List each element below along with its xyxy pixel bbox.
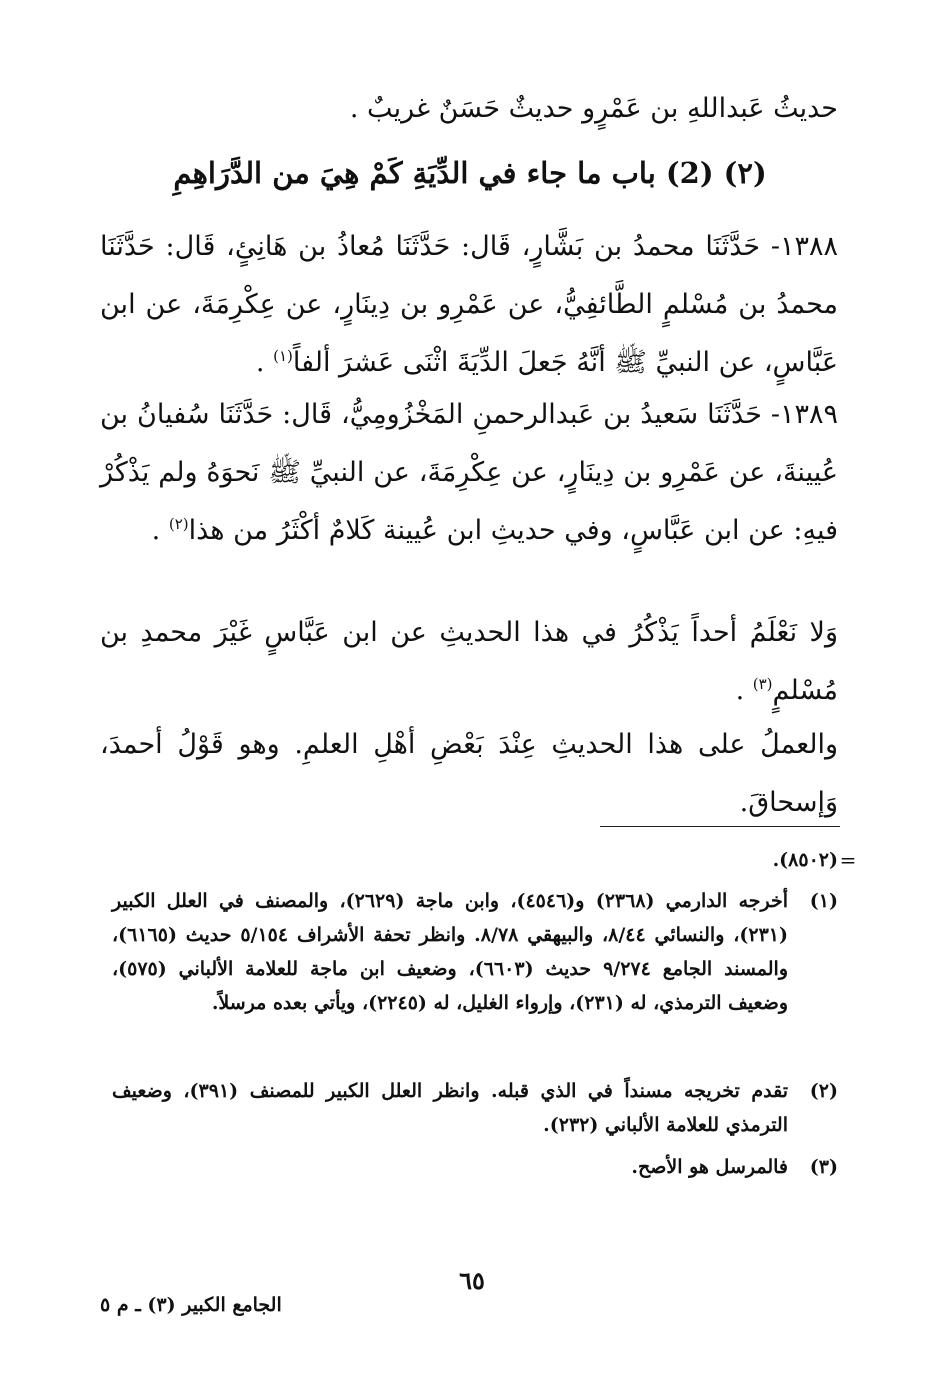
comment-1-end: .: [735, 675, 753, 706]
chapter-heading: (٢) (2) باب ما جاء في الدِّيَةِ كَمْ هِيَ من الدَّرَاهِمِ: [173, 156, 767, 190]
footnote-1: [112, 884, 838, 1020]
footnote-3-number: (٣): [809, 1156, 838, 1178]
footnote-1-number: (١): [809, 890, 838, 912]
hadith-1389: [100, 386, 838, 560]
footnote-3: [112, 1150, 838, 1184]
hadith-1388-end: .: [255, 347, 274, 378]
comment-2-text: والعملُ على هذا الحديثِ عِنْدَ بَعْضِ أهْلِ العلمِ. وهو قَوْلُ أحمدَ، وَإسحاقَ.: [100, 729, 838, 818]
footnote-2-text: تقدم تخريجه مسنداً في الذي قبله. وانظر العلل الكبير للمصنف (٣٩١)، وضعيف الترمذي للعلامة الألباني (٢٣٢).: [112, 1080, 788, 1136]
footnote-2-number: (٢): [809, 1080, 838, 1102]
footnote-ref-2: (٢): [168, 515, 189, 533]
footnote-ref-3: (٣): [752, 675, 773, 693]
book-signature: الجامع الكبير (٣) ـ م ٥: [100, 1294, 282, 1316]
hadith-1389-end: .: [151, 515, 169, 546]
footnote-3-text: فالمرسل هو الأصح.: [631, 1156, 788, 1178]
comment-1-text: وَلا نَعْلَمُ أحداً يَذْكُرُ في هذا الحديثِ عن ابن عَبَّاسٍ غَيْرَ محمدِ بن مُسْلمٍ: [100, 617, 838, 706]
page-number: ٦٥: [459, 1266, 485, 1295]
closing-line: [100, 80, 838, 138]
closing-line-text: حديثُ عَبداللهِ بن عَمْرٍو حديثٌ حَسَنٌ غريبٌ .: [349, 93, 838, 124]
continuation-marker: =: [839, 848, 857, 872]
footnote-ref-1: (١): [273, 347, 293, 365]
comment-1: [100, 604, 838, 720]
comment-2: [100, 716, 838, 832]
hadith-1388-text: ١٣٨٨- حَدَّثَنَا محمدُ بن بَشَّارٍ، قَال: حَدَّثَنَا مُعاذُ بن هَانِئٍ، قَال: حَدَّثَنَا محمدُ بن مُسْلمٍ الطَّائفِيُّ، عن عَمْرِو بن دِينَارٍ، عن عِكْرِمَةَ، عن ابن عَبَّاسٍ، عن النبيِّ ﷺ أنَّهُ جَعلَ الدِّيَةَ اثْنَى عَشرَ ألفاً: [100, 231, 838, 378]
footnote-continuation-text: (٨٥٠٢).: [772, 849, 838, 871]
footnote-2: [112, 1074, 838, 1142]
footnote-divider: [600, 826, 840, 827]
hadith-1388: [100, 218, 838, 392]
footnote-continuation: [112, 843, 838, 877]
footnote-1-text: أخرجه الدارمي (٢٣٦٨) و(٤٥٤٦)، وابن ماجة (٢٦٢٩)، والمصنف في العلل الكبير (٢٣١)، والنسائي ٨/٤٤، والبيهقي ٨/٧٨. وانظر تحفة الأشراف ٥/١٥٤ حديث (٦١٦٥)، والمسند الجامع ٩/٢٧٤ حديث (٦٦٠٣)، وضعيف ابن ماجة للعلامة الألباني (٥٧٥)، وضعيف الترمذي، له (٢٣١)، وإرواء الغليل، له (٢٢٤٥)، ويأتي بعده مرسلاً.: [112, 890, 789, 1014]
hadith-1389-text: ١٣٨٩- حَدَّثَنَا سَعيدُ بن عَبدالرحمنِ المَخْزُومِيُّ، قَال: حَدَّثَنَا سُفيانُ بن عُيينةَ، عن عَمْرِو بن دِينَارٍ، عن عِكْرِمَةَ، عن النبيِّ ﷺ نَحوَهُ ولم يَذْكُرْ فيهِ: عن ابن عَبَّاسٍ، وفي حديثِ ابن عُيينة كَلامٌ أكْثَرُ من هذا: [100, 399, 838, 546]
